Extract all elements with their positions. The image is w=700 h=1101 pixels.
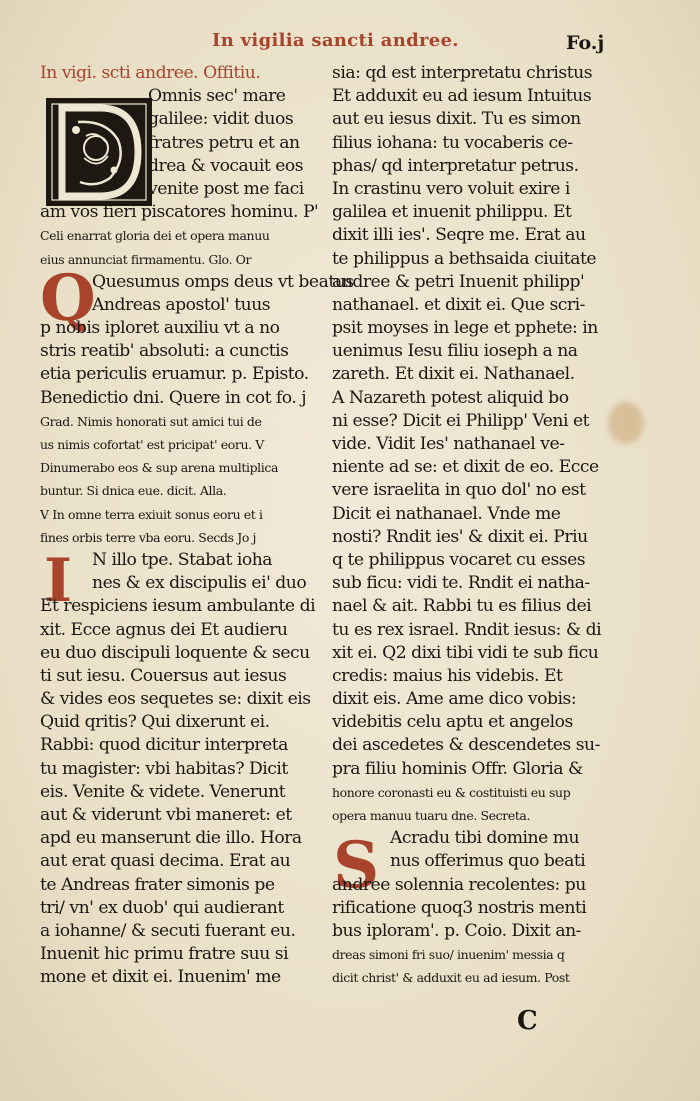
text-line: q te philippus vocaret cu esses (332, 549, 586, 570)
text-line: nosti? Rndit ies' & dixit ei. Priu (332, 526, 588, 547)
text-line: Celi enarrat gloria dei et opera manuu (40, 228, 270, 244)
text-line: xit ei. Q2 dixi tibi vidi te sub ficu (332, 642, 599, 663)
text-line: eius annunciat firmamentu. Glo. Or (40, 251, 252, 267)
right-column (332, 62, 602, 990)
text-line: Et adduxit eu ad iesum Intuitus (332, 86, 592, 107)
text-line: nathanael. et dixit ei. Que scri- (332, 294, 585, 315)
text-line: aut & viderunt vbi maneret: et (40, 805, 292, 825)
text-line: phas/ qd interpretatur petrus. (332, 155, 579, 176)
text-line: Dicit ei nathanael. Vnde me (332, 503, 561, 524)
text-line: sia: qd est interpretatu christus (332, 63, 593, 83)
text-line: tri/ vn' ex duob' qui audierant (40, 897, 284, 918)
text-line: dreas simoni fri suo/ inuenim' messia q (332, 947, 565, 963)
text-line: mone et dixit ei. Inuenim' me (40, 967, 281, 988)
text-line: bus iploram'. p. Coio. Dixit an- (332, 920, 581, 941)
text-line: Omnis sec' mare (148, 86, 286, 107)
text-line: tu es rex israel. Rndit iesus: & di (332, 619, 602, 640)
text-line: galilee: vidit duos (148, 109, 294, 130)
text-line: vide. Vidit Ies' nathanael ve- (332, 434, 565, 454)
text-line: dei ascedetes & descendetes su- (332, 735, 600, 756)
text-line: Quesumus omps deus vt beatus (92, 271, 354, 292)
running-title: In vigilia sancti andree. (212, 30, 459, 51)
text-line: ni esse? Dicit ei Philipp' Veni et (332, 410, 590, 431)
left-column (40, 62, 354, 990)
folio-number: Fo.j (566, 32, 605, 54)
text-line: dixit illi ies'. Seqre me. Erat au (332, 225, 586, 246)
text-line: & vides eos sequetes se: dixit eis (40, 689, 311, 710)
text-line: aut eu iesus dixit. Tu es simon (332, 109, 581, 130)
text-line: ti sut iesu. Couersus aut iesus (40, 665, 287, 686)
text-line: niente ad se: et dixit de eo. Ecce (332, 457, 599, 478)
text-line: nes & ex discipulis ei' duo (92, 573, 307, 594)
text-line: etia periculis eruamur. p. Episto. (40, 364, 309, 385)
text-line: Andreas apostol' tuus (92, 294, 271, 315)
text-line: us nimis cofortat' est pricipat' eoru. V (40, 437, 264, 452)
text-line: nus offerimus quo beati (390, 851, 586, 872)
text-line: Et respiciens iesum ambulante di (40, 596, 316, 617)
text-line: Acradu tibi domine mu (390, 828, 580, 849)
text-line: fratres petru et an (148, 132, 300, 153)
text-line: credis: maius his videbis. Et (332, 665, 563, 686)
catchword: C (517, 1006, 538, 1036)
text-line: a iohanne/ & secuti fuerant eu. (40, 920, 296, 941)
text-line: Rabbi: quod dicitur interpreta (40, 735, 288, 756)
text-line: V In omne terra exiuit sonus eoru et i (40, 506, 263, 522)
rubric-initial-q: Q (40, 261, 96, 336)
text-line: aut erat quasi decima. Erat au (40, 851, 291, 872)
text-line: drea & vocauit eos (148, 155, 304, 176)
text-line: andree solennia recolentes: pu (332, 874, 586, 895)
text-line: andree & petri Inuenit philipp' (332, 271, 585, 292)
text-line: rificatione quoq3 nostris menti (332, 897, 587, 918)
text-line: filius iohana: tu vocaberis ce- (332, 132, 573, 153)
text-line: In vigi. scti andree. Offitiu. (40, 63, 261, 83)
text-line: fines orbis terre vba eoru. Secds Jo j (40, 529, 257, 545)
text-line: galilea et inuenit philippu. Et (332, 202, 572, 223)
text-line: te Andreas frater simonis pe (40, 874, 275, 895)
text-line: buntur. Si dnica eue. dicit. Alla. (40, 483, 227, 499)
text-line: Benedictio dni. Quere in cot fo. j (40, 387, 307, 408)
text-line: In crastinu vero voluit exire i (332, 178, 570, 199)
text-line: sub ficu: vidi te. Rndit ei natha- (332, 573, 590, 594)
text-line: N illo tpe. Stabat ioha (92, 549, 273, 570)
text-line: am vos fieri piscatores hominu. P' (40, 202, 319, 223)
text-line: psit moyses in lege et pphete: in (332, 318, 598, 339)
text-line: dicit christ' & adduxit eu ad iesum. Post (332, 970, 570, 986)
text-line: honore coronasti eu & costituisti eu sup (332, 784, 571, 800)
rubric-initial-s: S (333, 828, 380, 903)
text-line: eis. Venite & videte. Venerunt (40, 781, 286, 802)
text-line: apd eu manserunt die illo. Hora (40, 828, 302, 849)
text-line: nael & ait. Rabbi tu es filius dei (332, 596, 592, 617)
text-line: opera manuu tuaru dne. Secreta. (332, 808, 531, 823)
text-line: xit. Ecce agnus dei Et audieru (40, 619, 288, 640)
text-line: venite post me faci (148, 178, 304, 199)
text-line: Grad. Nimis honorati sut amici tui de (40, 413, 262, 429)
text-line: uenimus Iesu filiu ioseph a na (332, 341, 578, 362)
text-line: dixit eis. Ame ame dico vobis: (332, 689, 577, 710)
text-line: videbitis celu aptu et angelos (332, 712, 573, 733)
text-line: tu magister: vbi habitas? Dicit (40, 758, 288, 779)
text-line: Dinumerabo eos & sup arena multiplica (40, 460, 279, 476)
text-line: p nobis iploret auxiliu vt a no (40, 318, 280, 339)
text-line: Quid qritis? Qui dixerunt ei. (40, 712, 270, 733)
text-line: te philippus a bethsaida ciuitate (332, 248, 597, 269)
text-line: zareth. Et dixit ei. Nathanael. (332, 364, 575, 385)
rubric-initial-i: I (44, 546, 73, 616)
text-line: eu duo discipuli loquente & secu (40, 642, 310, 663)
text-line: Inuenit hic primu fratre suu si (40, 944, 289, 965)
text-line: vere israelita in quo dol' no est (332, 480, 586, 501)
text-line: pra filiu hominis Offr. Gloria & (332, 758, 583, 779)
paper-stain (608, 402, 644, 444)
text-line: A Nazareth potest aliquid bo (332, 387, 569, 408)
text-line: stris reatib' absoluti: a cunctis (40, 341, 289, 362)
